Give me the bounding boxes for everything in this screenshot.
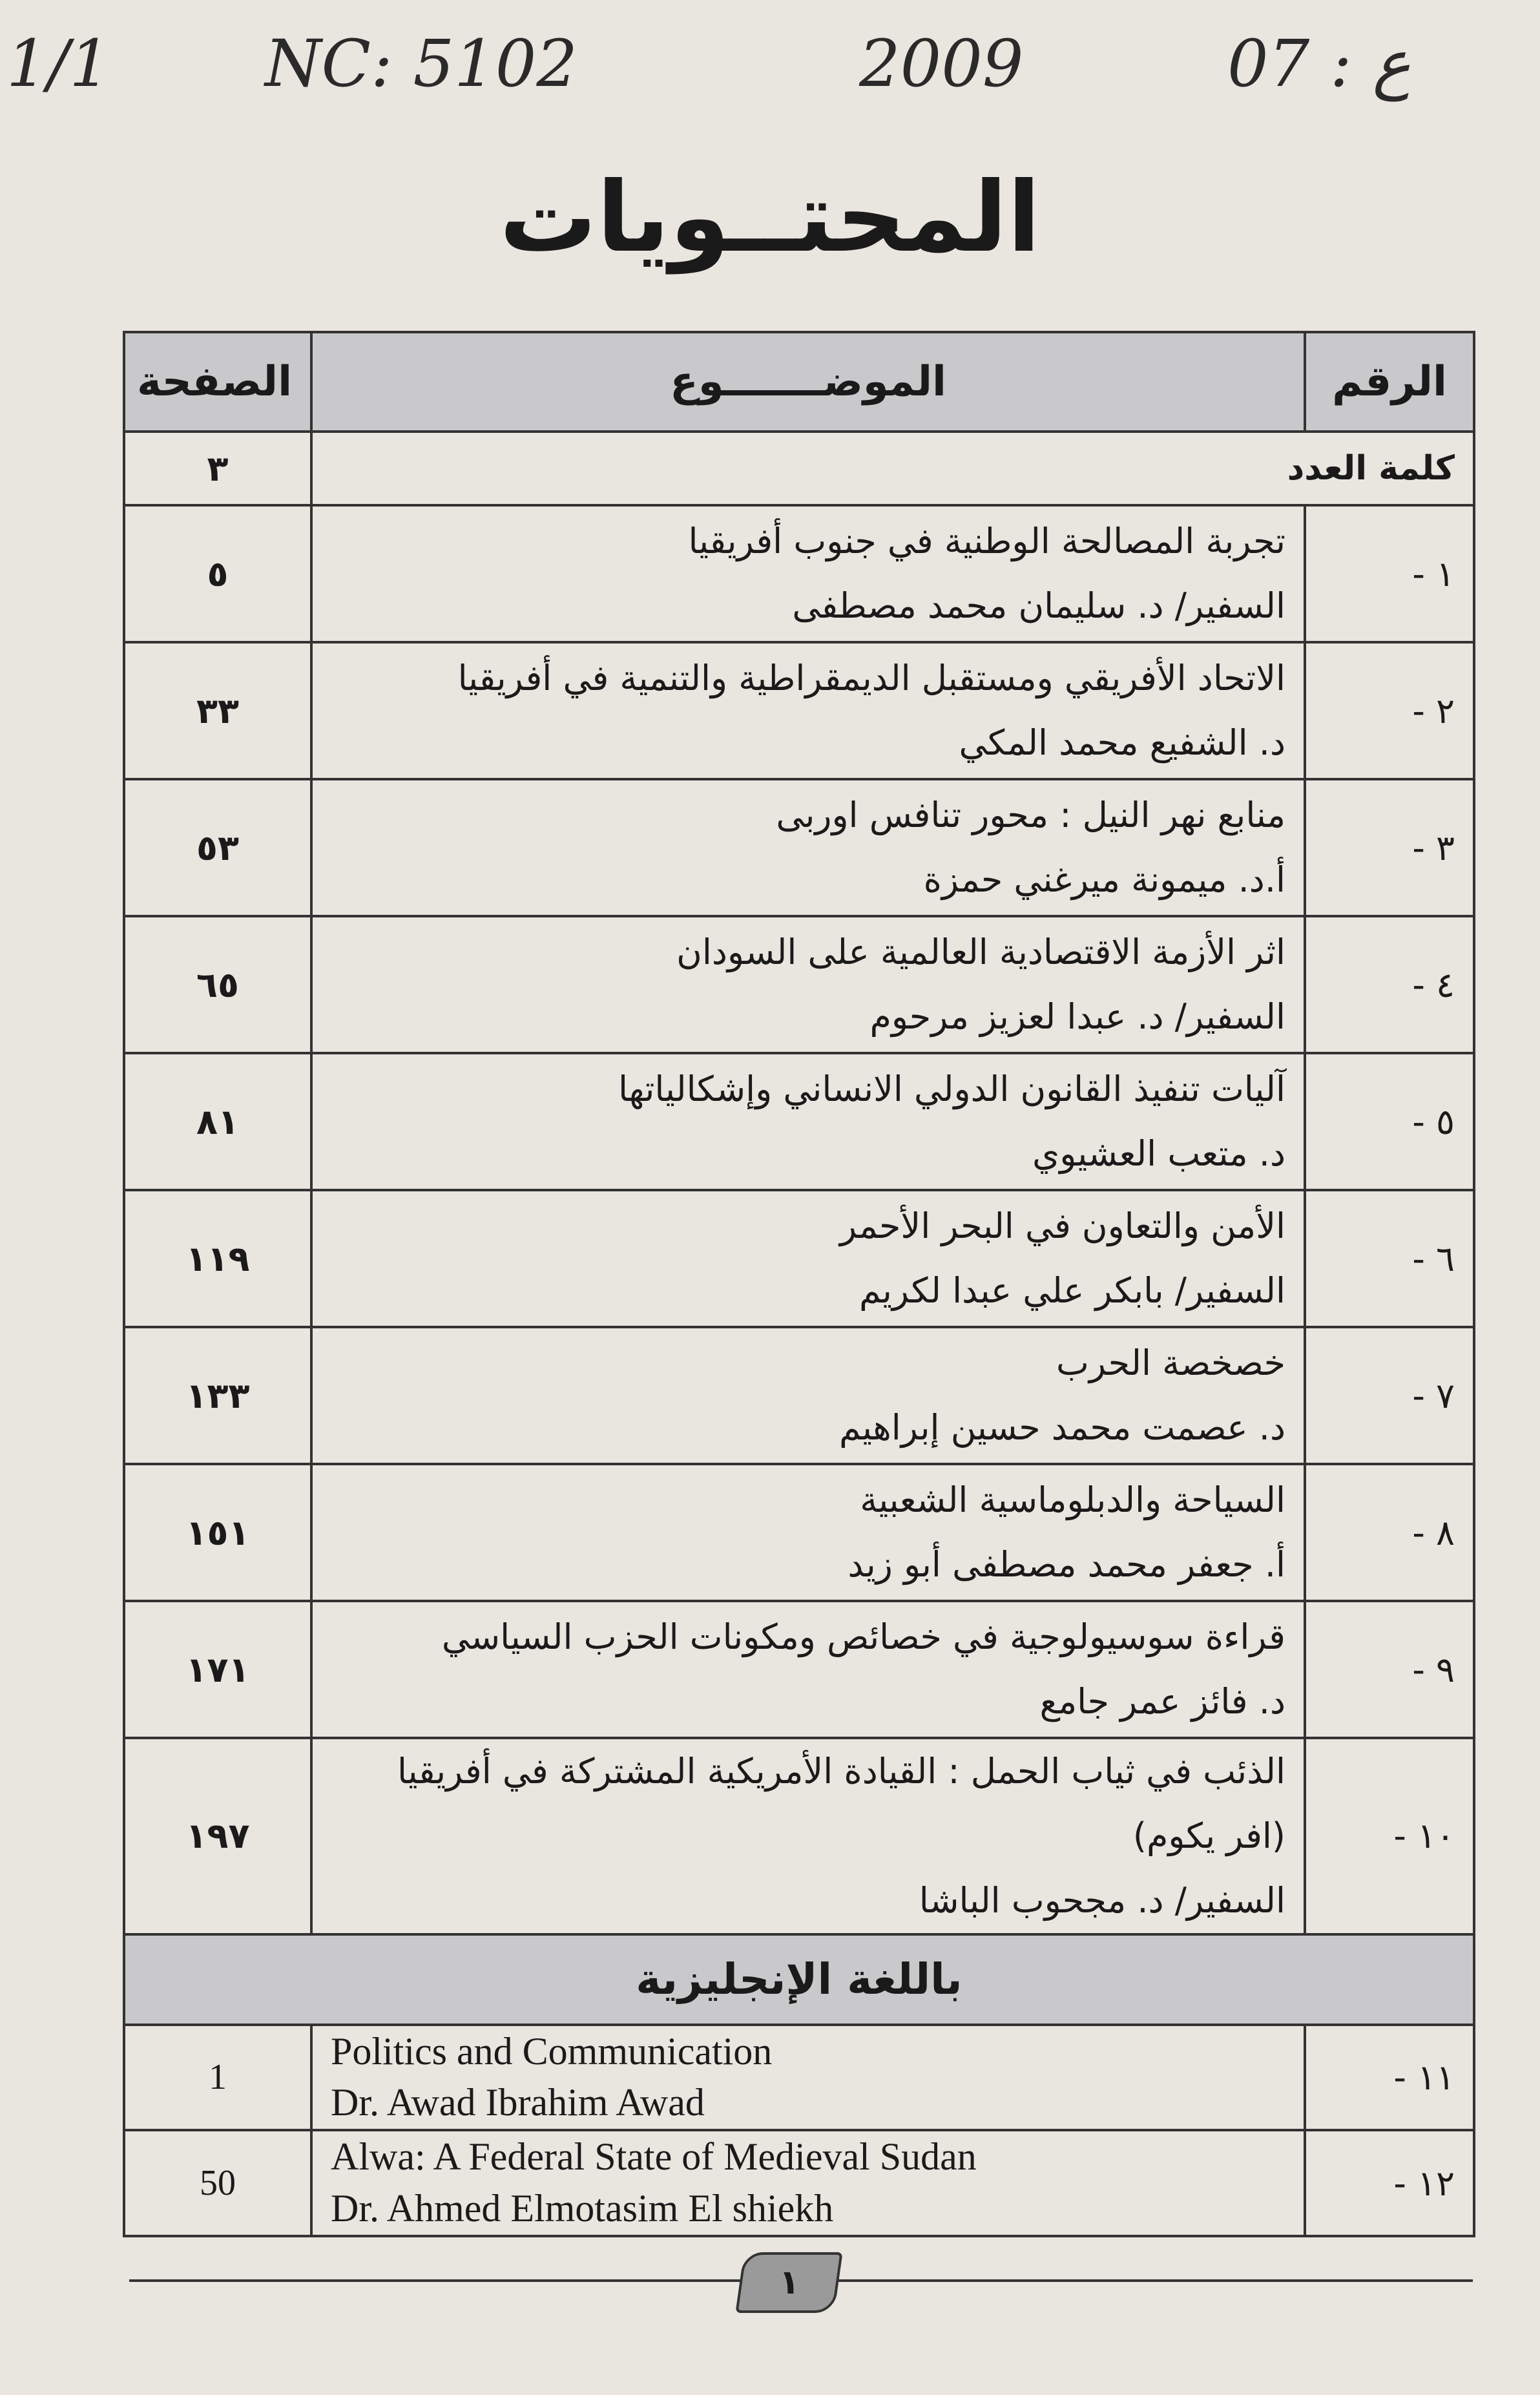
row-number: ١ -	[1305, 505, 1474, 642]
row-page: ١٩٧	[124, 1738, 311, 1934]
row-title: قراءة سوسيولوجية في خصائص ومكونات الحزب السياسي	[441, 1616, 1285, 1658]
row-title: Politics and Communication	[331, 2029, 773, 2073]
handwritten-catalog-number: NC: 5102	[265, 26, 578, 101]
handwritten-year: 2009	[859, 26, 1024, 101]
row-author: د. الشفيع محمد المكي	[959, 722, 1285, 763]
row-title: Alwa: A Federal State of Medieval Sudan	[331, 2135, 977, 2179]
table-row	[124, 1053, 1474, 1190]
table-row	[124, 779, 1474, 916]
row-page: ١٣٣	[124, 1327, 311, 1464]
row-author: د. متعب العشيوي	[1032, 1133, 1285, 1174]
row-author: السفير/ د. عبدا لعزيز مرحوم	[869, 996, 1285, 1037]
row-page: ١١٩	[124, 1190, 311, 1327]
row-number: ٣ -	[1305, 779, 1474, 916]
row-number: ٤ -	[1305, 916, 1474, 1053]
row-page: 50	[124, 2130, 311, 2236]
table-row	[124, 1601, 1474, 1738]
table-row	[124, 1190, 1474, 1327]
row-title: آليات تنفيذ القانون الدولي الانساني وإشكالياتها	[618, 1069, 1285, 1110]
intro-row	[124, 432, 1474, 505]
row-page: ١٥١	[124, 1464, 311, 1601]
table-row	[124, 505, 1474, 642]
row-subject	[311, 1327, 1305, 1464]
row-number: ٩ -	[1305, 1601, 1474, 1738]
handwritten-volume: 1/1	[6, 26, 110, 101]
row-author: أ. جعفر محمد مصطفى أبو زيد	[848, 1544, 1285, 1585]
row-subject	[311, 642, 1305, 779]
row-author: السفير/ د. مجحوب الباشا	[919, 1879, 1285, 1921]
row-page: ٥	[124, 505, 311, 642]
row-subject	[311, 1601, 1305, 1738]
row-subject	[311, 1190, 1305, 1327]
row-author: Dr. Awad Ibrahim Awad	[331, 2081, 705, 2124]
row-subject	[311, 1464, 1305, 1601]
row-title: منابع نهر النيل : محور تنافس اوربى	[776, 795, 1285, 836]
row-author: السفير/ د. سليمان محمد مصطفى	[792, 585, 1285, 626]
table-row	[124, 2025, 1474, 2131]
table-row	[124, 916, 1474, 1053]
handwritten-issue-number: ع : 07	[1227, 26, 1411, 101]
header-subject: الموضـــــــوع	[311, 332, 1305, 432]
page-title: المحتــويات	[499, 162, 1041, 274]
row-subject	[311, 1738, 1305, 1934]
row-page: ١٧١	[124, 1601, 311, 1738]
intro-subject: كلمة العدد	[311, 432, 1474, 505]
row-subject	[311, 1053, 1305, 1190]
row-subject	[311, 779, 1305, 916]
table-row	[124, 1464, 1474, 1601]
row-title: السياحة والدبلوماسية الشعبية	[860, 1480, 1285, 1521]
page-number: ١	[778, 2263, 800, 2302]
row-title: الأمن والتعاون في البحر الأحمر	[840, 1206, 1285, 1247]
contents-table	[123, 331, 1475, 2237]
header-page: الصفحة	[124, 332, 311, 432]
row-number: ١١ -	[1305, 2025, 1474, 2131]
row-page: ٣٣	[124, 642, 311, 779]
row-page: ٦٥	[124, 916, 311, 1053]
row-number: ٦ -	[1305, 1190, 1474, 1327]
row-author: د. عصمت محمد حسين إبراهيم	[838, 1407, 1285, 1448]
row-number: ٧ -	[1305, 1327, 1474, 1464]
row-title: اثر الأزمة الاقتصادية العالمية على السودان	[676, 932, 1285, 973]
header-number: الرقم	[1305, 332, 1474, 432]
row-number: ٥ -	[1305, 1053, 1474, 1190]
row-author: أ.د. ميمونة ميرغني حمزة	[923, 859, 1285, 900]
english-section-row	[124, 1934, 1474, 2025]
table-header-row	[124, 332, 1474, 432]
page-number-flag	[735, 2252, 842, 2313]
row-title: الاتحاد الأفريقي ومستقبل الديمقراطية والتنمية في أفريقيا	[457, 658, 1285, 699]
table-row	[124, 642, 1474, 779]
row-number: ٨ -	[1305, 1464, 1474, 1601]
row-title: الذئب في ثياب الحمل : القيادة الأمريكية المشتركة في أفريقيا (افر يكوم)	[397, 1751, 1285, 1856]
row-title: خصخصة الحرب	[1056, 1343, 1285, 1384]
row-number: ١٠ -	[1305, 1738, 1474, 1934]
row-subject	[311, 2130, 1305, 2236]
table-row	[124, 1327, 1474, 1464]
english-section-heading: باللغة الإنجليزية	[124, 1934, 1474, 2025]
intro-page: ٣	[124, 432, 311, 505]
row-subject	[311, 2025, 1305, 2131]
row-page: ٨١	[124, 1053, 311, 1190]
row-author: د. فائز عمر جامع	[1039, 1681, 1285, 1722]
row-page: ٥٣	[124, 779, 311, 916]
row-number: ١٢ -	[1305, 2130, 1474, 2236]
row-subject	[311, 505, 1305, 642]
row-author: Dr. Ahmed Elmotasim El shiekh	[331, 2187, 834, 2230]
row-subject	[311, 916, 1305, 1053]
table-row	[124, 1738, 1474, 1934]
row-author: السفير/ بابكر علي عبدا لكريم	[858, 1270, 1285, 1311]
row-title: تجربة المصالحة الوطنية في جنوب أفريقيا	[688, 521, 1285, 562]
table-row	[124, 2130, 1474, 2236]
row-page: 1	[124, 2025, 311, 2131]
row-number: ٢ -	[1305, 642, 1474, 779]
